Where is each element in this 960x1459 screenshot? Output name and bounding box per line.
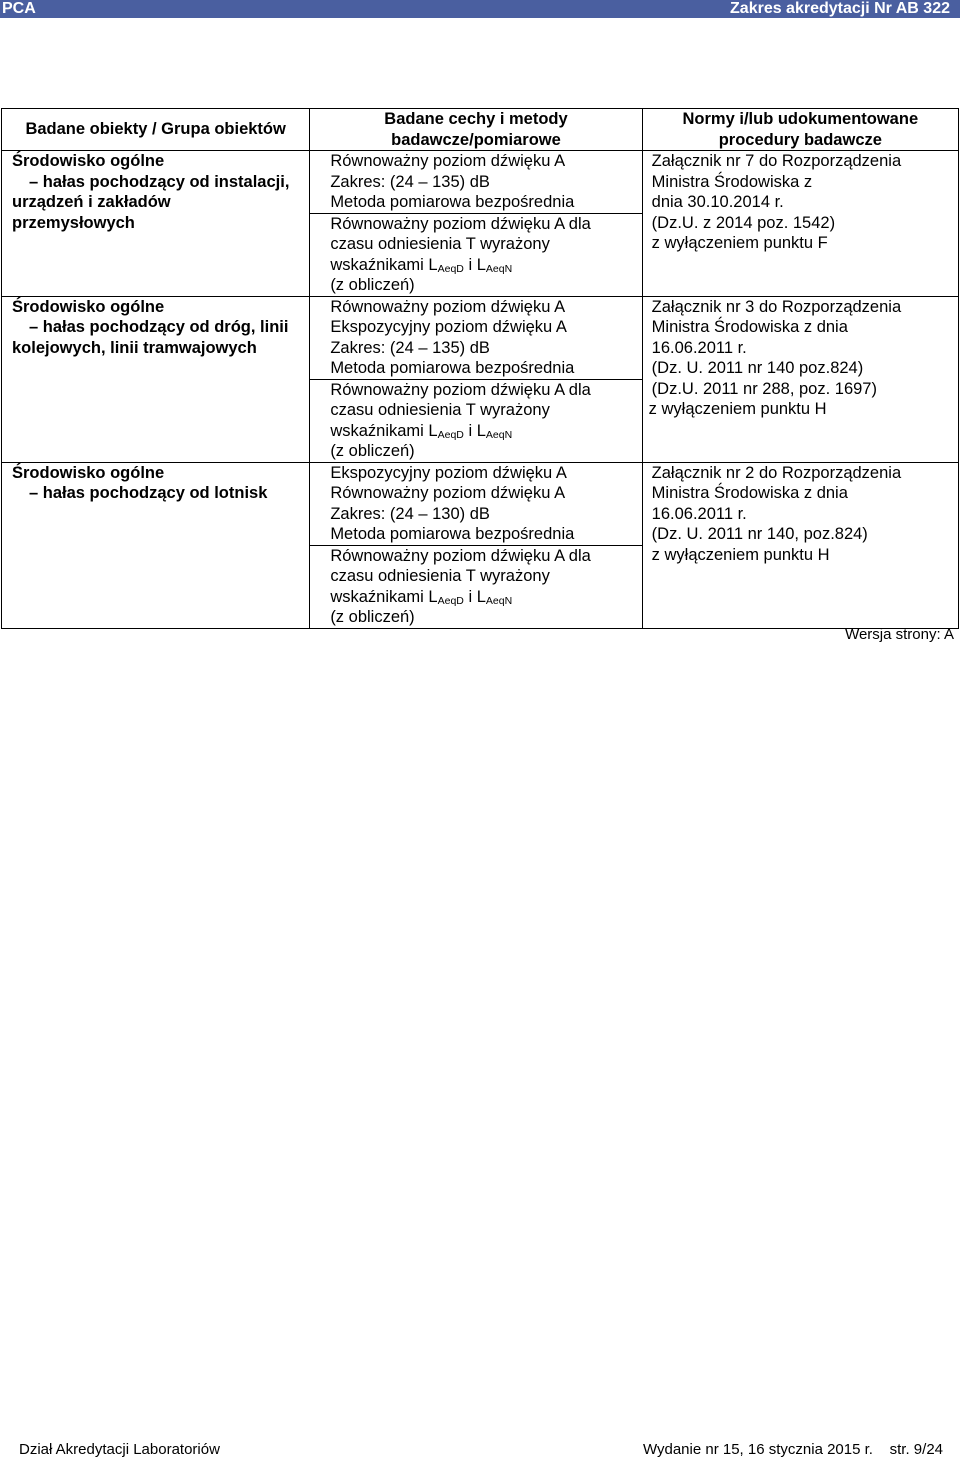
object-line: – hałas pochodzący od instalacji, <box>29 172 290 191</box>
objects-cell <box>2 296 310 462</box>
object-line: – hałas pochodzący od lotnisk <box>29 484 268 502</box>
method-line: Równoważny poziom dźwięku A dla <box>330 380 591 399</box>
methods-cell <box>310 462 642 628</box>
indicator-sub: AeqN <box>485 428 513 441</box>
table-header-row <box>2 109 959 151</box>
norm-line: Ministra Środowiska z dnia <box>651 484 848 502</box>
indicator-text: wskaźnikami L <box>330 587 438 606</box>
method-line: Zakres: (24 – 135) dB <box>330 172 490 191</box>
method-line: czasu odniesienia T wyrażony <box>330 401 550 419</box>
norm-line: (Dz.U. 2011 nr 288, poz. 1697) <box>651 379 877 398</box>
indicator-sub: AeqD <box>437 594 464 607</box>
header-objects <box>2 109 310 151</box>
indicator-text: i L <box>463 421 486 440</box>
method-line: Zakres: (24 – 130) dB <box>330 504 490 523</box>
method-line-indicators <box>310 421 641 442</box>
method-line-indicators <box>310 255 641 276</box>
method-line: Metoda pomiarowa bezpośrednia <box>310 358 642 380</box>
table-row <box>2 462 959 628</box>
accreditation-table <box>1 108 959 629</box>
norm-line: 16.06.2011 r. <box>651 338 747 357</box>
header-methods-line1: Badane cechy i metody <box>384 110 568 128</box>
method-line-indicators <box>310 587 641 608</box>
method-line: Równoważny poziom dźwięku A dla <box>330 546 591 565</box>
norm-line: Załącznik nr 2 do Rozporządzenia <box>651 463 902 482</box>
norm-line: Załącznik nr 3 do Rozporządzenia <box>651 297 902 316</box>
method-line: Zakres: (24 – 135) dB <box>330 338 490 357</box>
indicator-sub: AeqN <box>485 262 513 275</box>
method-line: Metoda pomiarowa bezpośrednia <box>310 192 642 214</box>
object-line: Środowisko ogólne <box>12 463 165 482</box>
methods-cell <box>310 296 642 462</box>
method-line: Metoda pomiarowa bezpośrednia <box>310 524 642 546</box>
object-line: przemysłowych <box>12 213 135 232</box>
norm-line: z wyłączeniem punktu F <box>651 234 828 252</box>
method-line: Równoważny poziom dźwięku A <box>330 297 566 316</box>
norm-line: Załącznik nr 7 do Rozporządzenia <box>651 152 902 170</box>
indicator-sub: AeqD <box>437 262 464 275</box>
method-line: Ekspozycyjny poziom dźwięku A <box>330 463 567 482</box>
page-header <box>0 0 960 18</box>
objects-cell <box>2 151 310 297</box>
norm-line: dnia 30.10.2014 r. <box>651 193 784 211</box>
header-objects-label: Badane obiekty / Grupa obiektów <box>25 120 286 138</box>
table-row <box>2 296 959 462</box>
object-line: Środowisko ogólne <box>12 152 165 170</box>
method-line: Równoważny poziom dźwięku A <box>330 484 566 502</box>
methods-cell <box>310 151 642 297</box>
header-norms-line2: procedury badawcze <box>718 130 882 149</box>
object-line: kolejowych, linii tramwajowych <box>12 338 257 357</box>
norm-line: z wyłączeniem punktu H <box>651 545 830 564</box>
norm-line: (Dz. U. 2011 nr 140 poz.824) <box>651 359 864 377</box>
method-line: (z obliczeń) <box>330 608 415 626</box>
header-methods <box>310 109 642 151</box>
footer-left: Dział Akredytacji Laboratoriów <box>19 1441 220 1458</box>
method-line: Równoważny poziom dźwięku A <box>330 152 566 170</box>
header-left: PCA <box>2 0 36 17</box>
object-line: urządzeń i zakładów <box>12 193 171 211</box>
page-footer <box>19 1441 943 1459</box>
norms-cell <box>642 296 958 462</box>
norm-line: Ministra Środowiska z <box>651 172 813 191</box>
method-line: (z obliczeń) <box>330 442 415 460</box>
method-line: Równoważny poziom dźwięku A dla <box>330 214 591 233</box>
indicator-text: wskaźnikami L <box>330 421 438 440</box>
norm-line: (Dz.U. z 2014 poz. 1542) <box>651 213 836 232</box>
method-line: (z obliczeń) <box>330 276 415 294</box>
objects-cell <box>2 462 310 628</box>
indicator-sub: AeqD <box>437 428 464 441</box>
header-norms <box>642 109 958 151</box>
footer-right: Wydanie nr 15, 16 stycznia 2015 r. str. 9/24 <box>642 1441 943 1458</box>
method-line: czasu odniesienia T wyrażony <box>330 567 550 585</box>
indicator-sub: AeqN <box>485 594 513 607</box>
norm-line: z wyłączeniem punktu H <box>648 400 827 418</box>
indicator-text: wskaźnikami L <box>330 255 438 274</box>
table-row <box>2 151 959 297</box>
norm-line: Ministra Środowiska z dnia <box>651 318 848 336</box>
indicator-text: i L <box>463 255 486 274</box>
header-methods-line2: badawcze/pomiarowe <box>391 130 561 149</box>
norm-line: (Dz. U. 2011 nr 140, poz.824) <box>651 525 868 543</box>
norms-cell <box>642 462 958 628</box>
indicator-text: i L <box>463 587 486 606</box>
page-version: Wersja strony: A <box>845 626 954 643</box>
method-line: Ekspozycyjny poziom dźwięku A <box>330 318 567 336</box>
header-norms-line1: Normy i/lub udokumentowane <box>682 110 919 128</box>
norms-cell <box>642 151 958 297</box>
object-line: Środowisko ogólne <box>12 297 165 316</box>
header-right: Zakres akredytacji Nr AB 322 <box>730 0 950 17</box>
method-line: czasu odniesienia T wyrażony <box>330 235 550 253</box>
norm-line: 16.06.2011 r. <box>651 504 747 523</box>
object-line: – hałas pochodzący od dróg, linii <box>29 318 289 336</box>
